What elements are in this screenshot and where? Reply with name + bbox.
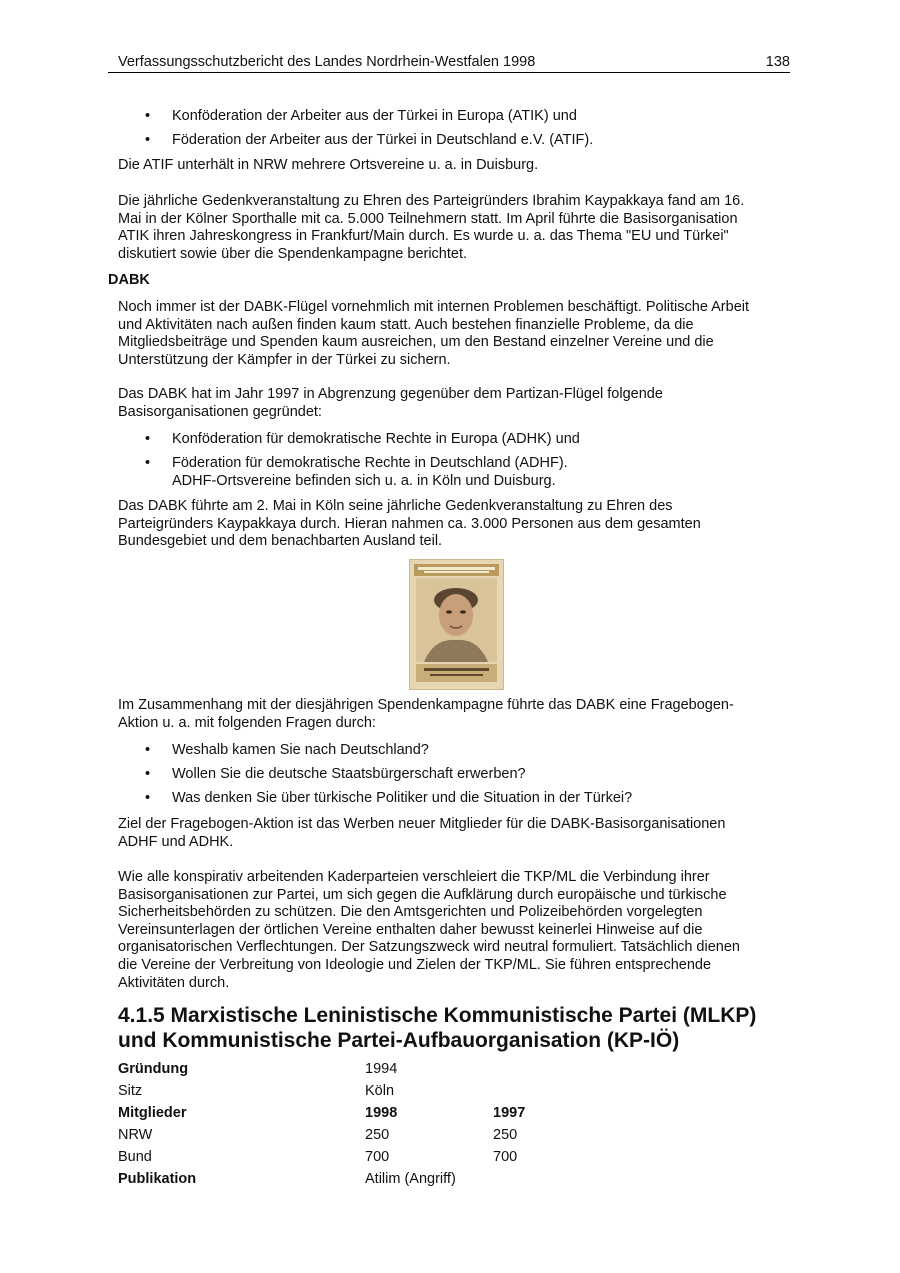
list-item: • Konföderation der Arbeiter aus der Türkei in Europa (ATIK) und [145, 108, 577, 124]
fact-year-1998: 1998 [365, 1105, 398, 1121]
header-title: Verfassungsschutzbericht des Landes Nordrhein-Westfalen 1998 [118, 54, 536, 70]
list-item: • Was denken Sie über türkische Politiker und die Situation in der Türkei? [145, 789, 633, 806]
list-item: • Weshalb kamen Sie nach Deutschland? [145, 742, 429, 758]
bullet-icon: • [145, 789, 151, 806]
table-row [118, 1149, 678, 1171]
fact-value: Atilim (Angriff) [365, 1171, 456, 1187]
bullet-icon: • [145, 108, 151, 124]
list-item: • Konföderation für demokratische Rechte in Europa (ADHK) und [145, 431, 580, 447]
table-row [118, 1083, 678, 1105]
fact-value: 250 [365, 1127, 390, 1143]
table-row [118, 1105, 678, 1127]
page-number: 138 [765, 54, 790, 70]
paragraph-fragebogen: Im Zusammenhang mit der diesjährigen Spendenkampagne führte das DABK eine Fragebogen- Aktion u. a. mit folgenden Fragen durch: [118, 697, 734, 731]
table-row [118, 1061, 678, 1083]
bullet-icon: • [145, 742, 151, 758]
paragraph-atif: Die ATIF unterhält in NRW mehrere Ortsvereine u. a. in Duisburg. [118, 157, 539, 173]
paragraph-kaderparteien: Wie alle konspirativ arbeitenden Kaderparteien verschleiert die TKP/ML die Verbindung ihrer Basisorganisationen zur Partei, um sich gegen die Aufklärung durch europäische und türkische Sicherheitsbehörden zu schützen. Die den Amtsgerichten und Polizeibehörden vorgelegten Vereinsunterlagen der örtlichen Vereine enthalten daher bewusst keinerlei Hinweise auf die organisatorischen Verflechtungen. Der Satzungszweck wird neutral formuliert. Tatsächlich dienen die Vereine der Verbreitung von Ideologie und Zielen der TKP/ML. Sie führen entsprechende Aktivitäten durch. [118, 869, 740, 991]
kaypakkaya-poster-image [409, 559, 504, 690]
paragraph-dabk-gedenk: Das DABK führte am 2. Mai in Köln seine jährliche Gedenkveranstaltung zu Ehren des Parteigründers Kaypakkaya durch. Hieran nahmen ca. 3.000 Personen aus dem gesamten Bundesgebiet und dem benachbarten Ausland teil. [118, 498, 701, 550]
table-row [118, 1127, 678, 1149]
fact-value: 700 [493, 1149, 518, 1165]
bullet-icon: • [145, 131, 151, 148]
list-item: • Föderation für demokratische Rechte in Deutschland (ADHF). ADHF-Ortsvereine befinden sich u. a. in Köln und Duisburg. [145, 454, 568, 489]
atik-list [118, 108, 783, 156]
fact-value: Köln [365, 1083, 395, 1099]
fact-label: Sitz [118, 1083, 143, 1099]
paragraph-dabk-gruendung: Das DABK hat im Jahr 1997 in Abgrenzung gegenüber dem Partizan-Flügel folgende Basisorganisationen gegründet: [118, 386, 663, 420]
paragraph-dabk-probleme: Noch immer ist der DABK-Flügel vornehmlich mit internen Problemen beschäftigt. Politische Arbeit und Aktivitäten nach außen finden kaum statt. Auch bestehen finanzielle Probleme, da die Mitgliedsbeiträge und Spenden kaum ausreichen, um den Bestand einzelner Vereine und die Unterstützung der Kämpfer in der Türkei zu sichern. [118, 299, 750, 368]
list-item: • Föderation der Arbeiter aus der Türkei in Deutschland e.V. (ATIF). [145, 131, 594, 148]
fact-label: Bund [118, 1149, 152, 1165]
fact-label: Gründung [118, 1061, 189, 1077]
fact-value: 1994 [365, 1061, 398, 1077]
running-header [108, 52, 790, 73]
paragraph-gedenkveranstaltung: Die jährliche Gedenkveranstaltung zu Ehren des Parteigründers Ibrahim Kaypakkaya fand am 16. Mai in der Kölner Sporthalle mit ca. 5.000 Teilnehmern statt. Im April führte die Basisorganisation ATIK ihren Jahreskongress in Frankfurt/Main durch. Es wurde u. a. das Thema "EU und Türkei" diskutiert sowie über die Spendenkampagne berichtet. [118, 193, 745, 262]
bullet-icon: • [145, 431, 151, 447]
paragraph-ziel: Ziel der Fragebogen-Aktion ist das Werben neuer Mitglieder für die DABK-Basisorganisationen ADHF und ADHK. [118, 816, 726, 850]
portrait-illustration [410, 560, 503, 689]
bullet-icon: • [145, 765, 151, 782]
fact-label: Publikation [118, 1171, 197, 1187]
section-heading-mlkp: 4.1.5 Marxistische Leninistische Kommunistische Partei (MLKP) und Kommunistische Partei-Aufbauorganisation (KP-IÖ) [118, 1004, 757, 1052]
fact-value: 250 [493, 1127, 518, 1143]
list-item: • Wollen Sie die deutsche Staatsbürgerschaft erwerben? [145, 765, 526, 782]
facts-table [118, 1061, 678, 1193]
fact-value: 700 [365, 1149, 390, 1165]
table-row [118, 1171, 678, 1193]
bullet-icon: • [145, 454, 151, 471]
fact-label: NRW [118, 1127, 153, 1143]
fact-year-1997: 1997 [493, 1105, 526, 1121]
adhk-list [118, 431, 783, 497]
subheading-dabk: DABK [108, 272, 150, 288]
fact-label: Mitglieder [118, 1105, 187, 1121]
fragen-list [118, 742, 783, 814]
